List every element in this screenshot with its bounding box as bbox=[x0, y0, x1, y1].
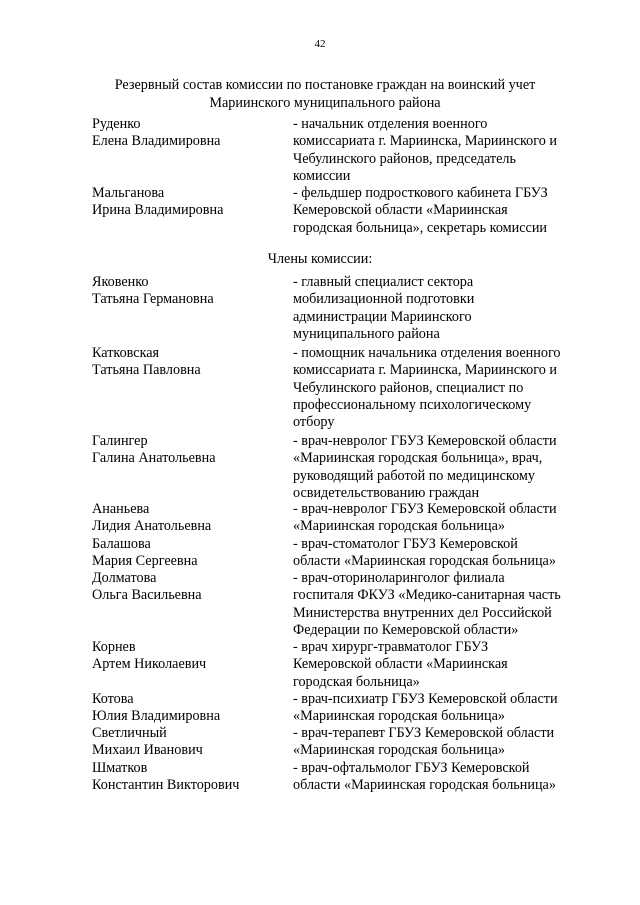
role-line: области «Мариинская городская больница» bbox=[293, 553, 556, 570]
role-line: «Мариинская городская больница» bbox=[293, 518, 505, 535]
member-role bbox=[293, 116, 593, 185]
member-role bbox=[293, 760, 593, 795]
member-role bbox=[293, 691, 593, 726]
page-number: 42 bbox=[314, 38, 326, 50]
role-line: - врач-оториноларинголог филиала bbox=[293, 570, 505, 586]
role-line: - врач-невролог ГБУЗ Кемеровской области bbox=[293, 501, 557, 517]
surname: Долматова bbox=[92, 570, 157, 586]
member-name bbox=[92, 274, 282, 309]
given-names: Мария Сергеевна bbox=[92, 553, 198, 570]
member-name bbox=[92, 501, 282, 536]
surname: Руденко bbox=[92, 116, 141, 132]
role-line: области «Мариинская городская больница» bbox=[293, 777, 556, 794]
role-line: городская больница» bbox=[293, 673, 420, 690]
role-line: - фельдшер подросткового кабинета ГБУЗ bbox=[293, 185, 548, 201]
given-names: Ирина Владимировна bbox=[92, 202, 224, 219]
role-line: - начальник отделения военного bbox=[293, 116, 488, 132]
surname: Мальганова bbox=[92, 185, 165, 201]
given-names: Артем Николаевич bbox=[92, 656, 207, 673]
role-line: «Мариинская городская больница» bbox=[293, 708, 505, 725]
member-role bbox=[293, 274, 593, 343]
role-line: отбору bbox=[293, 414, 335, 431]
member-name bbox=[92, 116, 282, 151]
role-line: госпиталя ФКУЗ «Медико-санитарная часть bbox=[293, 587, 561, 604]
role-line: муниципального района bbox=[293, 325, 440, 342]
role-line: «Мариинская городская больница» bbox=[293, 742, 505, 759]
role-line: - врач-стоматолог ГБУЗ Кемеровской bbox=[293, 536, 518, 552]
role-line: - врач-терапевт ГБУЗ Кемеровской области bbox=[293, 725, 555, 741]
surname: Галингер bbox=[92, 433, 148, 449]
role-line: городская больница», секретарь комиссии bbox=[293, 219, 548, 236]
given-names: Галина Анатольевна bbox=[92, 450, 216, 467]
role-line: Министерства внутренних дел Российской bbox=[293, 604, 552, 621]
role-line: «Мариинская городская больница», врач, bbox=[293, 450, 543, 467]
role-line: - врач-невролог ГБУЗ Кемеровской области bbox=[293, 433, 557, 449]
role-line: комиссариата г. Мариинска, Мариинского и bbox=[293, 362, 557, 379]
member-role bbox=[293, 345, 593, 431]
surname: Балашова bbox=[92, 536, 151, 552]
role-line: - врач-офтальмолог ГБУЗ Кемеровской bbox=[293, 760, 530, 776]
role-line: - помощник начальника отделения военного bbox=[293, 345, 561, 361]
members-heading: Члены комиссии: bbox=[267, 251, 373, 267]
member-name bbox=[92, 725, 282, 760]
member-role bbox=[293, 536, 593, 571]
member-name bbox=[92, 536, 282, 571]
role-line: Чебулинского районов, специалист по bbox=[293, 379, 524, 396]
role-line: комиссариата г. Мариинска, Мариинского и bbox=[293, 133, 557, 150]
given-names: Ольга Васильевна bbox=[92, 587, 202, 604]
member-role bbox=[293, 570, 593, 639]
surname: Катковская bbox=[92, 345, 160, 361]
surname: Шматков bbox=[92, 760, 148, 776]
member-name bbox=[92, 691, 282, 726]
member-role bbox=[293, 433, 593, 502]
role-line: - врач-психиатр ГБУЗ Кемеровской области bbox=[293, 691, 558, 707]
member-name bbox=[92, 433, 282, 468]
role-line: Кемеровской области «Мариинская bbox=[293, 202, 508, 219]
given-names: Татьяна Павловна bbox=[92, 362, 201, 379]
given-names: Константин Викторович bbox=[92, 777, 240, 794]
role-line: - главный специалист сектора bbox=[293, 274, 474, 290]
surname: Ананьева bbox=[92, 501, 150, 517]
member-name bbox=[92, 760, 282, 795]
role-line: руководящий работой по медицинскому bbox=[293, 467, 535, 484]
given-names: Лидия Анатольевна bbox=[92, 518, 212, 535]
surname: Яковенко bbox=[92, 274, 149, 290]
title-line-1: Резервный состав комиссии по постановке граждан на воинский учет bbox=[114, 77, 536, 93]
member-name bbox=[92, 570, 282, 605]
member-name bbox=[92, 185, 282, 220]
role-line: мобилизационной подготовки bbox=[293, 291, 475, 308]
member-role bbox=[293, 725, 593, 760]
member-name bbox=[92, 639, 282, 674]
role-line: комиссии bbox=[293, 167, 351, 184]
surname: Корнев bbox=[92, 639, 136, 655]
document-title bbox=[80, 76, 570, 112]
given-names: Юлия Владимировна bbox=[92, 708, 221, 725]
role-line: Федерации по Кемеровской области» bbox=[293, 621, 519, 638]
role-line: профессиональному психологическому bbox=[293, 396, 532, 413]
member-role bbox=[293, 185, 593, 237]
given-names: Татьяна Германовна bbox=[92, 291, 214, 308]
member-role bbox=[293, 639, 593, 691]
title-line-2: Мариинского муниципального района bbox=[209, 95, 441, 111]
role-line: - врач хирург-травматолог ГБУЗ bbox=[293, 639, 489, 655]
role-line: администрации Мариинского bbox=[293, 308, 472, 325]
surname: Светличный bbox=[92, 725, 167, 741]
given-names: Елена Владимировна bbox=[92, 133, 221, 150]
member-role bbox=[293, 501, 593, 536]
given-names: Михаил Иванович bbox=[92, 742, 203, 759]
surname: Котова bbox=[92, 691, 134, 707]
role-line: Кемеровской области «Мариинская bbox=[293, 656, 508, 673]
role-line: освидетельствованию граждан bbox=[293, 484, 480, 501]
role-line: Чебулинского районов, председатель bbox=[293, 150, 516, 167]
member-name bbox=[92, 345, 282, 380]
